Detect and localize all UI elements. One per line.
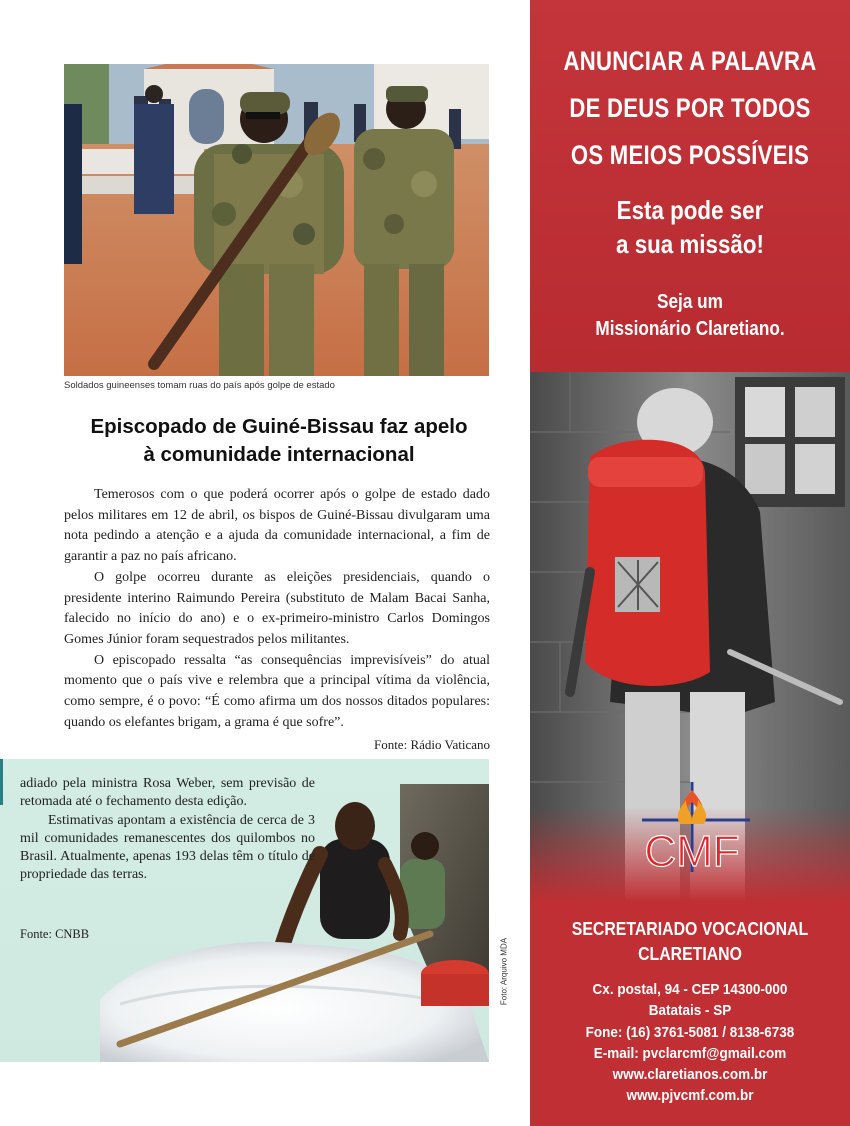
cmf-logo [622,780,762,875]
article-paragraph: O episcopado ressalta “as consequências imprevisíveis” do atual momento que o país vive e relembra que a principal vítima da violência, como sempre, é o povo: “É como afirma um dos nossos ditados populares: quando os elefantes brigam, a grama é que sofre”. [64,652,490,730]
photo-credit-text: Foto: Arquivo MDA [499,937,509,1006]
soldiers-photo [64,64,489,376]
article-source: Fonte: Rádio Vaticano [373,737,490,753]
ad-mission-line: Esta pode ser [616,195,764,225]
ad-website-link[interactable]: www.pjvcmf.com.br [626,1087,754,1105]
ad-mission-text [552,193,827,261]
ad-city: Batatais - SP [648,1002,732,1020]
ad-subtitle-line: Seja um [657,291,723,313]
ad-headline [559,38,821,179]
ad-phone: Fone: (16) 3761-5081 / 8138-6738 [585,1023,795,1041]
article-paragraph: O golpe ocorreu durante as eleições presidenciais, quando o presidente interino Raimundo Pereira (substituto de Malam Bacai Sanha, falecido no início do ano) e o ex-primeiro-ministro Carlos Domingos Gomes Júnior foram sequestrados pelos militantes. [64,569,490,647]
ad-contact-info [546,979,834,1107]
photo-credit [494,935,510,1015]
quilombo-paragraph: Estimativas apontam a existência de cerca de 3 mil comunidades remanescentes dos quilombos no Brasil. Atualmente, apenas 193 delas têm o título de propriedade das terras. [20,812,315,883]
ad-website-link[interactable]: www.claretianos.com.br [612,1066,768,1084]
ad-headline-line: OS MEIOS POSSÍVEIS [570,140,810,170]
photo-caption: Soldados guineenses tomam ruas do país após golpe de estado [64,380,335,391]
soldiers-photo-illustration [64,64,489,376]
ad-headline-line: ANUNCIAR A PALAVRA [563,46,817,76]
headline-line-2: à comunidade internacional [143,443,415,466]
ad-organization [549,917,831,967]
accent-bar [0,759,3,805]
ad-email[interactable]: E-mail: pvclarcmf@gmail.com [593,1044,787,1062]
cmf-logo-text: CMF [644,827,740,875]
headline-line-1: Episcopado de Guiné-Bissau faz apelo [90,415,468,438]
quilombo-text [20,775,315,885]
ad-subtitle-line: Missionário Claretiano. [595,318,785,340]
ad-organization-line: SECRETARIADO VOCACIONAL [571,919,809,939]
ad-mission-line: a sua missão! [616,229,764,259]
ad-subtitle [552,289,827,343]
ad-organization-line: CLARETIANO [638,944,742,964]
article-body [64,485,490,756]
article-headline [64,413,494,469]
claretian-advertisement [530,0,850,1126]
ad-postal-address: Cx. postal, 94 - CEP 14300-000 [592,981,788,998]
quilombo-source: Fonte: CNBB [20,927,90,941]
quilombo-paragraph: adiado pela ministra Rosa Weber, sem previsão de retomada até o fechamento desta edição. [20,776,315,810]
article-paragraph: Temerosos com o que poderá ocorrer após o golpe de estado dado pelos militares em 12 de abril, os bispos de Guiné-Bissau divulgaram uma nota pedindo a atenção e a ajuda da comunidade internacional, a fim de garantir a paz no país africano. [64,487,490,565]
quilombo-sidebar-box [0,759,489,1062]
ad-headline-line: DE DEUS POR TODOS [569,93,811,123]
